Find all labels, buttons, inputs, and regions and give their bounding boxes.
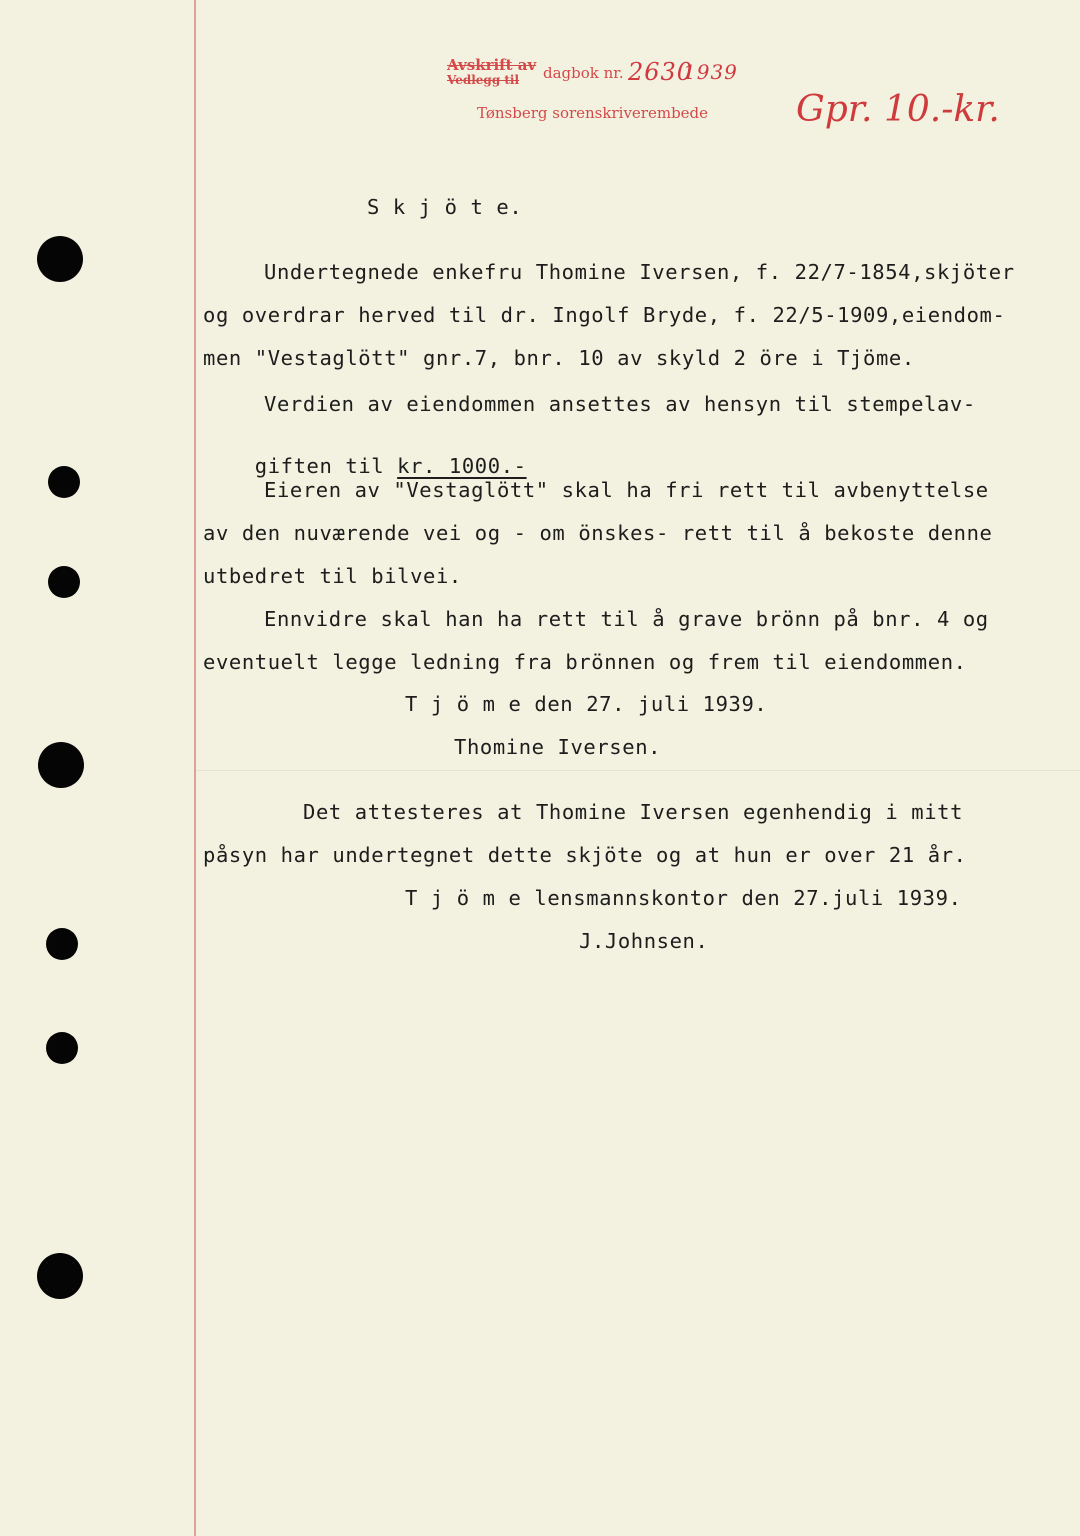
punch-hole bbox=[48, 566, 80, 598]
margin-rule bbox=[194, 0, 196, 1536]
paragraph-2-line-1: Verdien av eiendommen ansettes av hensyn til stempelav- bbox=[264, 392, 976, 416]
punch-hole bbox=[46, 1032, 78, 1064]
paragraph-1-line-2: og overdrar herved til dr. Ingolf Bryde, f. 22/5-1909,eiendom- bbox=[203, 303, 1006, 327]
stamp-dagbok: dagbok nr. bbox=[543, 64, 624, 82]
stamp-year: 1939 bbox=[683, 60, 738, 84]
punch-hole bbox=[38, 742, 84, 788]
stamp-office: Tønsberg sorenskriverembede bbox=[477, 104, 709, 122]
paragraph-3-line-1: Eieren av "Vestaglött" skal ha fri rett til avbenyttelse bbox=[264, 478, 989, 502]
attestation-line-2: påsyn har undertegnet dette skjöte og at hun er over 21 år. bbox=[203, 843, 967, 867]
stamp-struck-annex: Vedlegg til bbox=[447, 73, 520, 87]
fold-crease bbox=[196, 770, 1080, 771]
punch-hole bbox=[37, 236, 83, 282]
paragraph-3-line-2: av den nuværende vei og - om önskes- rett til å bekoste denne bbox=[203, 521, 993, 545]
paragraph-2-text: giften til bbox=[254, 453, 398, 478]
paragraph-4-line-1: Ennvidre skal han ha rett til å grave brönn på bnr. 4 og bbox=[264, 607, 989, 631]
attestation-signatory: J.Johnsen. bbox=[579, 929, 709, 953]
punch-hole bbox=[37, 1253, 83, 1299]
paragraph-1-line-1: Undertegnede enkefru Thomine Iversen, f. 22/7-1854,skjöter bbox=[264, 260, 1015, 284]
punch-hole bbox=[46, 928, 78, 960]
valuation-amount: kr. 1000.- bbox=[397, 453, 527, 478]
fee-note bbox=[796, 89, 1000, 130]
office-stamp bbox=[447, 58, 747, 121]
place-date: T j ö m e den 27. juli 1939. bbox=[405, 692, 768, 716]
punch-hole bbox=[48, 466, 80, 498]
paragraph-1-line-3: men "Vestaglött" gnr.7, bnr. 10 av skyld 2 öre i Tjöme. bbox=[203, 346, 915, 370]
stamp-struck-copy: Avskrift av bbox=[447, 56, 537, 74]
paragraph-4-line-2: eventuelt legge ledning fra brönnen og frem til eiendommen. bbox=[203, 650, 967, 674]
attestation-place-date: T j ö m e lensmannskontor den 27.juli 1939. bbox=[405, 886, 962, 910]
stamp-number: 2630 bbox=[628, 58, 694, 86]
document-title: S k j ö t e. bbox=[367, 195, 523, 219]
signatory-name: Thomine Iversen. bbox=[454, 735, 662, 759]
attestation-line-1: Det attesteres at Thomine Iversen egenhendig i mitt bbox=[303, 800, 964, 824]
fee-note-text: Gpr. 10.-kr. bbox=[796, 89, 1000, 130]
paragraph-3-line-3: utbedret til bilvei. bbox=[203, 564, 462, 588]
